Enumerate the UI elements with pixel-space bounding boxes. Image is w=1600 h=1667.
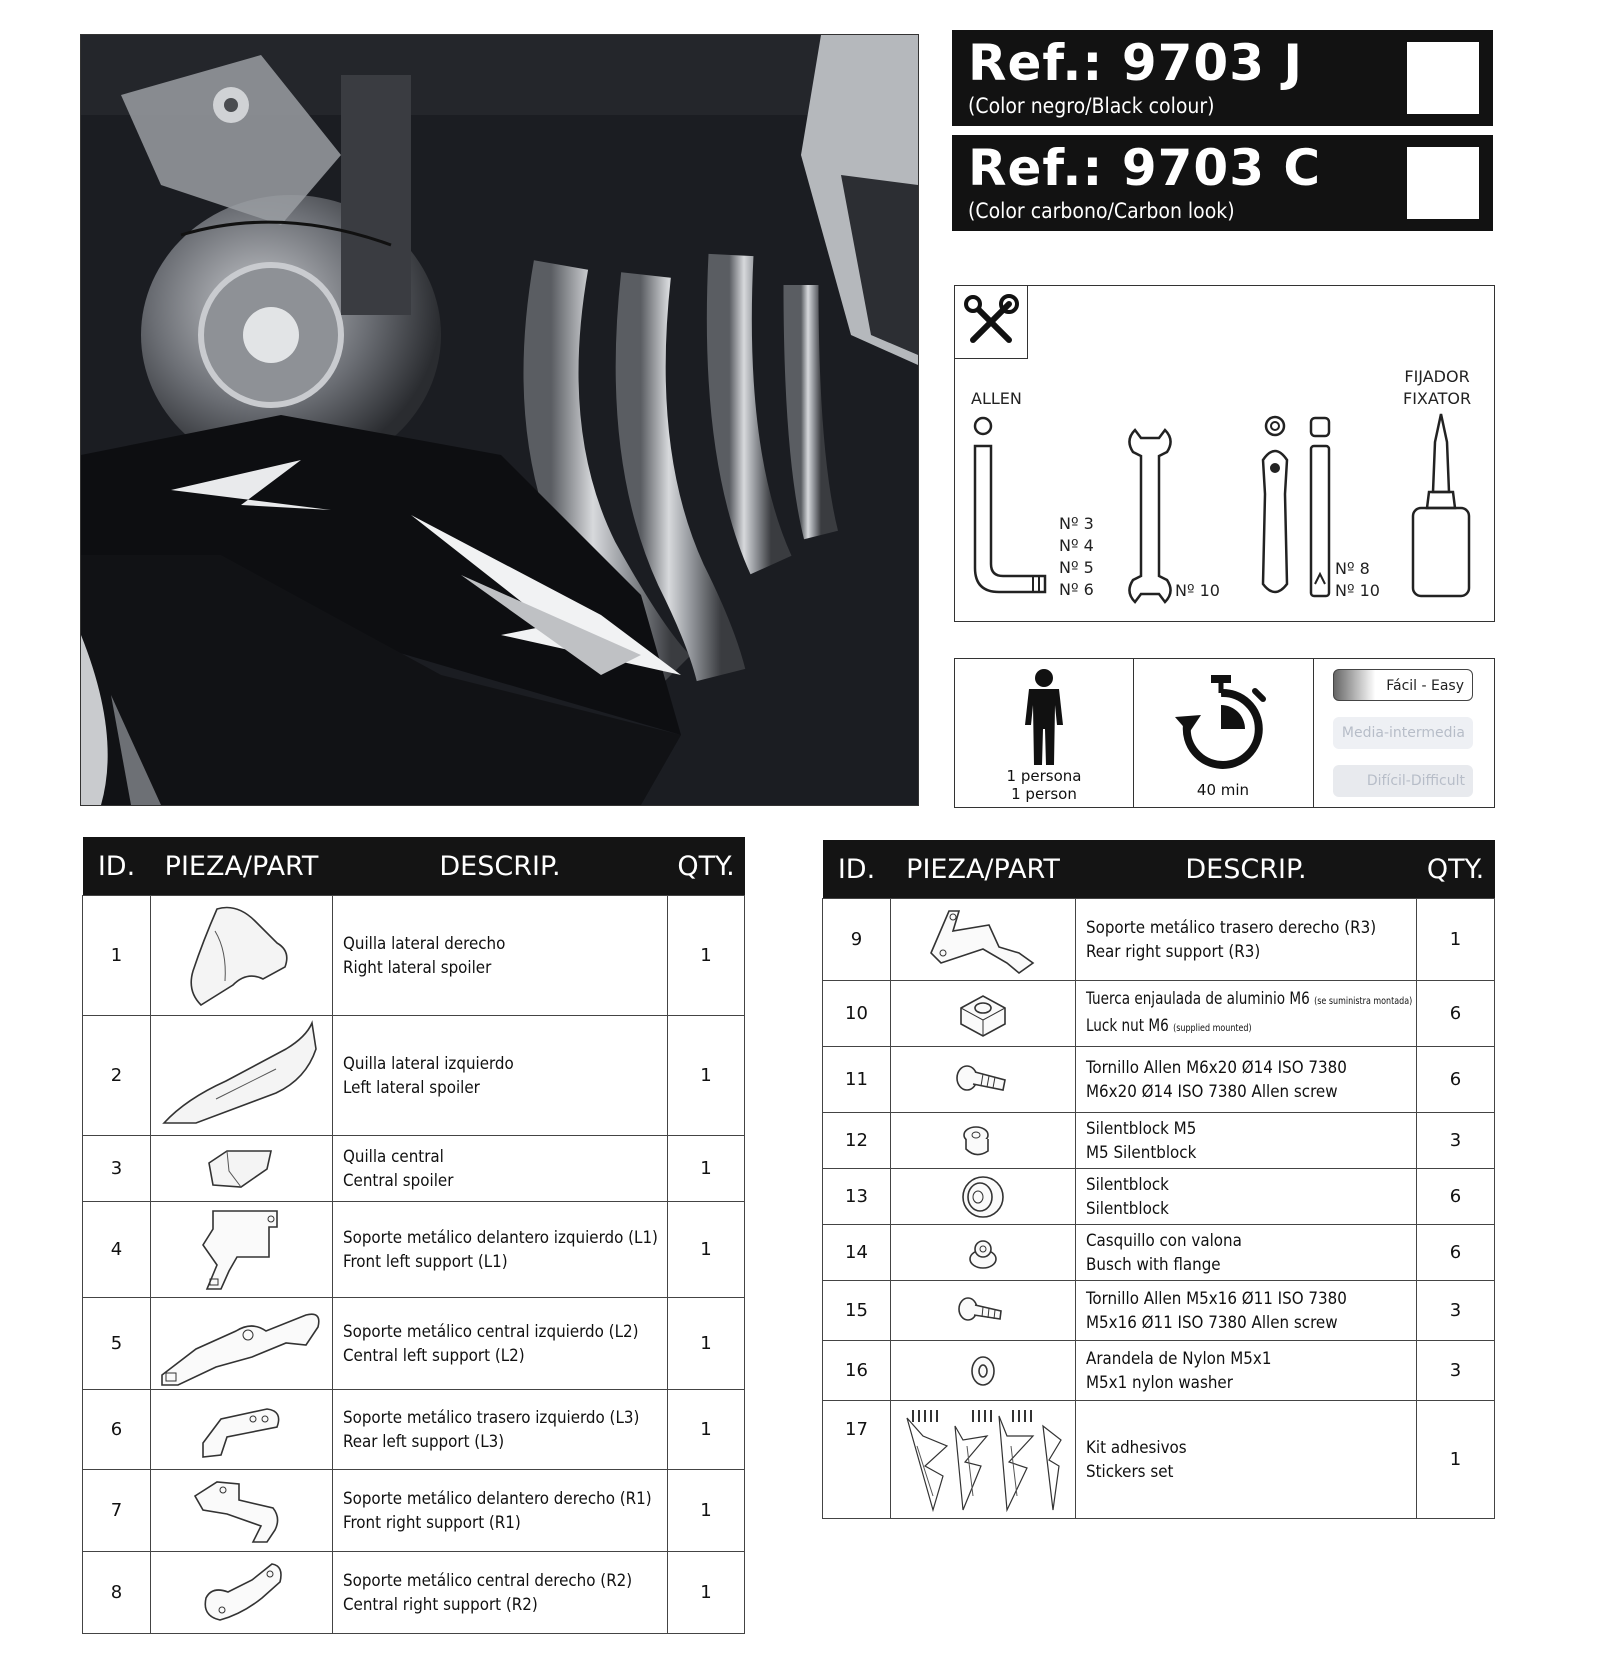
wrench-size: Nº 10 — [1175, 581, 1220, 600]
stickers-icon — [903, 1406, 1063, 1514]
col-header-part: PIEZA/PART — [891, 840, 1076, 899]
part-image — [891, 1169, 1076, 1225]
stopwatch-icon — [1171, 673, 1271, 773]
part-qty: 1 — [1417, 899, 1495, 981]
col-header-qty: QTY. — [668, 837, 745, 896]
persons-es: 1 persona — [1006, 767, 1082, 785]
bracket-r3-icon — [923, 903, 1043, 977]
part-description — [1076, 1047, 1417, 1113]
central-spoiler-icon — [197, 1141, 287, 1197]
time-cell — [1133, 659, 1314, 807]
ref-code: Ref.: 9703 J — [968, 34, 1303, 92]
ref-colour: (Color negro/Black colour) — [968, 94, 1215, 118]
part-image — [151, 1298, 333, 1390]
part-id: 2 — [83, 1016, 151, 1136]
part-id: 10 — [823, 981, 891, 1047]
part-description — [333, 1298, 668, 1390]
washer-icon — [963, 1351, 1003, 1391]
col-header-id: ID. — [83, 837, 151, 896]
desc-es: Quilla lateral derecho — [343, 933, 506, 954]
desc-en: Front right support (R1) — [343, 1512, 521, 1533]
part-description — [333, 1136, 668, 1202]
table-row — [823, 1113, 1495, 1169]
desc-en-note: (supplied mounted) — [1173, 1022, 1252, 1034]
fixator-label-en: FIXATOR — [1403, 389, 1472, 408]
part-id: 16 — [823, 1341, 891, 1401]
table-row — [83, 896, 745, 1016]
ref-checkbox[interactable] — [1407, 42, 1479, 114]
desc-en: M6x20 Ø14 ISO 7380 Allen screw — [1086, 1081, 1338, 1102]
part-id: 5 — [83, 1298, 151, 1390]
part-qty: 3 — [1417, 1281, 1495, 1341]
table-row — [823, 981, 1495, 1047]
part-image — [891, 1281, 1076, 1341]
part-image — [891, 1113, 1076, 1169]
desc-es: Casquillo con valona — [1086, 1230, 1242, 1251]
desc-es: Arandela de Nylon M5x1 — [1086, 1348, 1272, 1369]
table-row — [823, 899, 1495, 981]
table-row — [823, 1281, 1495, 1341]
allen-label: ALLEN — [971, 389, 1022, 408]
desc-es: Soporte metálico trasero izquierdo (L3) — [343, 1407, 640, 1428]
table-row — [823, 1225, 1495, 1281]
part-image — [891, 1341, 1076, 1401]
part-qty: 1 — [1417, 1401, 1495, 1519]
persons-label — [955, 767, 1133, 803]
table-header-row — [83, 837, 745, 896]
part-qty: 3 — [1417, 1341, 1495, 1401]
part-description — [333, 896, 668, 1016]
persons-cell — [955, 659, 1134, 807]
bracket-l1-icon — [177, 1205, 307, 1295]
desc-es: Soporte metálico central derecho (R2) — [343, 1570, 633, 1591]
part-id: 14 — [823, 1225, 891, 1281]
col-header-qty: QTY. — [1417, 840, 1495, 899]
part-id: 12 — [823, 1113, 891, 1169]
col-header-part: PIEZA/PART — [151, 837, 333, 896]
part-image — [151, 1390, 333, 1470]
part-id: 13 — [823, 1169, 891, 1225]
part-image — [151, 1136, 333, 1202]
part-image — [151, 1470, 333, 1552]
part-description — [1076, 1401, 1417, 1519]
part-description — [333, 1552, 668, 1634]
desc-en: Left lateral spoiler — [343, 1077, 480, 1098]
persons-en: 1 person — [1011, 785, 1077, 803]
socket-sizes — [1335, 558, 1380, 602]
ref-box-black — [952, 30, 1493, 126]
product-photo — [80, 34, 919, 806]
allen-key-icon — [969, 414, 1059, 604]
allen-sizes — [1059, 513, 1094, 601]
allen-size: Nº 5 — [1059, 558, 1094, 577]
desc-en: Rear right support (R3) — [1086, 941, 1261, 962]
part-image — [891, 981, 1076, 1047]
table-row — [83, 1470, 745, 1552]
part-qty: 1 — [668, 1390, 745, 1470]
bracket-l2-icon — [156, 1301, 328, 1387]
table-row — [823, 1341, 1495, 1401]
tools-header-box — [955, 286, 1028, 359]
part-qty: 1 — [668, 1470, 745, 1552]
screw-icon — [953, 1060, 1013, 1100]
part-image — [891, 1047, 1076, 1113]
part-image — [891, 1401, 1076, 1519]
part-qty: 1 — [668, 1202, 745, 1298]
cage-nut-icon — [953, 986, 1013, 1042]
desc-en: M5 Silentblock — [1086, 1142, 1197, 1163]
desc-es: Quilla central — [343, 1146, 444, 1167]
desc-es: Tornillo Allen M6x20 Ø14 ISO 7380 — [1086, 1057, 1347, 1078]
part-description — [1076, 1341, 1417, 1401]
left-spoiler-icon — [156, 1019, 328, 1133]
table-row — [823, 1047, 1495, 1113]
fixator-label — [1403, 366, 1471, 410]
desc-en: Central left support (L2) — [343, 1345, 525, 1366]
bracket-r1-icon — [177, 1474, 307, 1548]
allen-size: Nº 6 — [1059, 580, 1094, 599]
part-qty: 1 — [668, 1298, 745, 1390]
table-row — [83, 1552, 745, 1634]
right-spoiler-icon — [167, 901, 317, 1011]
part-id: 7 — [83, 1470, 151, 1552]
desc-en: Busch with flange — [1086, 1254, 1221, 1275]
part-qty: 1 — [668, 896, 745, 1016]
part-id: 4 — [83, 1202, 151, 1298]
col-header-id: ID. — [823, 840, 891, 899]
difficulty-hard: Difícil-Difficult — [1333, 765, 1473, 797]
desc-es: Soporte metálico central izquierdo (L2) — [343, 1321, 639, 1342]
part-qty: 6 — [1417, 1225, 1495, 1281]
part-id: 6 — [83, 1390, 151, 1470]
silentblock-m5-icon — [958, 1121, 1008, 1161]
part-id: 3 — [83, 1136, 151, 1202]
tools-icon — [955, 286, 1027, 358]
part-qty: 3 — [1417, 1113, 1495, 1169]
parts-table-left — [82, 837, 745, 1634]
table-row — [83, 1016, 745, 1136]
desc-es-main: Tuerca enjaulada de aluminio M6 — [1086, 988, 1310, 1009]
desc-en: Stickers set — [1086, 1461, 1174, 1482]
desc-es: Soporte metálico delantero derecho (R1) — [343, 1488, 652, 1509]
part-image — [151, 1552, 333, 1634]
part-image — [891, 899, 1076, 981]
part-image — [151, 1202, 333, 1298]
desc-es: Silentblock — [1086, 1174, 1169, 1195]
desc-es: Tornillo Allen M5x16 Ø11 ISO 7380 — [1086, 1288, 1347, 1309]
part-description — [1076, 899, 1417, 981]
parts-table-right — [822, 840, 1495, 1519]
motorcycle-belly-pan-image — [81, 35, 918, 805]
part-qty: 1 — [668, 1552, 745, 1634]
part-description — [1076, 1169, 1417, 1225]
part-description — [1076, 1225, 1417, 1281]
tools-panel — [954, 285, 1495, 622]
part-id: 17 — [823, 1401, 891, 1519]
table-row — [823, 1401, 1495, 1519]
part-id: 1 — [83, 896, 151, 1016]
part-image — [151, 1016, 333, 1136]
socket-size: Nº 8 — [1335, 559, 1370, 578]
desc-es: Soporte metálico trasero derecho (R3) — [1086, 917, 1377, 938]
desc-en: M5x16 Ø11 ISO 7380 Allen screw — [1086, 1312, 1338, 1333]
desc-en — [1086, 1014, 1379, 1041]
allen-size: Nº 4 — [1059, 536, 1094, 555]
part-id: 15 — [823, 1281, 891, 1341]
col-header-desc: DESCRIP. — [333, 837, 668, 896]
wrench-icon — [1125, 426, 1175, 606]
table-row — [83, 1202, 745, 1298]
ref-code: Ref.: 9703 C — [968, 139, 1322, 197]
part-description — [333, 1470, 668, 1552]
table-row — [83, 1390, 745, 1470]
part-qty: 1 — [668, 1016, 745, 1136]
part-description — [333, 1016, 668, 1136]
part-id: 9 — [823, 899, 891, 981]
desc-en: M5x1 nylon washer — [1086, 1372, 1233, 1393]
desc-es: Silentblock M5 — [1086, 1118, 1197, 1139]
part-description — [333, 1202, 668, 1298]
desc-en: Rear left support (L3) — [343, 1431, 505, 1452]
table-row — [83, 1136, 745, 1202]
flange-bush-icon — [963, 1233, 1003, 1273]
part-id: 11 — [823, 1047, 891, 1113]
allen-size: Nº 3 — [1059, 514, 1094, 533]
table-header-row — [823, 840, 1495, 899]
difficulty-medium: Media-intermedia — [1333, 717, 1473, 749]
desc-es: Soporte metálico delantero izquierdo (L1) — [343, 1227, 658, 1248]
desc-en: Central right support (R2) — [343, 1594, 538, 1615]
install-info-panel — [954, 658, 1495, 808]
part-id: 8 — [83, 1552, 151, 1634]
screw-small-icon — [955, 1293, 1011, 1329]
part-qty: 6 — [1417, 1047, 1495, 1113]
bracket-l3-icon — [187, 1397, 297, 1463]
desc-es: Quilla lateral izquierdo — [343, 1053, 514, 1074]
part-description — [1076, 981, 1417, 1047]
table-row — [823, 1169, 1495, 1225]
desc-en-main: Luck nut M6 — [1086, 1015, 1169, 1036]
ref-box-carbon — [952, 135, 1493, 231]
desc-en: Front left support (L1) — [343, 1251, 508, 1272]
difficulty-easy: Fácil - Easy — [1333, 669, 1473, 701]
silentblock-icon — [958, 1172, 1008, 1222]
fixator-label-es: FIJADOR — [1404, 367, 1470, 386]
desc-en: Right lateral spoiler — [343, 957, 492, 978]
desc-es: Kit adhesivos — [1086, 1437, 1187, 1458]
ref-colour: (Color carbono/Carbon look) — [968, 199, 1235, 223]
socket-size: Nº 10 — [1335, 581, 1380, 600]
part-description — [333, 1390, 668, 1470]
part-qty: 1 — [668, 1136, 745, 1202]
threadlocker-bottle-icon — [1401, 412, 1481, 602]
part-qty: 6 — [1417, 981, 1495, 1047]
time-label: 40 min — [1196, 781, 1250, 799]
table-row — [83, 1298, 745, 1390]
desc-es — [1086, 987, 1413, 1014]
bracket-r2-icon — [192, 1558, 292, 1628]
ref-checkbox[interactable] — [1407, 147, 1479, 219]
part-image — [891, 1225, 1076, 1281]
part-description — [1076, 1113, 1417, 1169]
desc-en: Silentblock — [1086, 1198, 1169, 1219]
person-icon — [1023, 669, 1065, 765]
part-description — [1076, 1281, 1417, 1341]
part-qty: 6 — [1417, 1169, 1495, 1225]
part-image — [151, 896, 333, 1016]
col-header-desc: DESCRIP. — [1076, 840, 1417, 899]
desc-es-note: (se suministra montada) — [1314, 995, 1413, 1007]
desc-en: Central spoiler — [343, 1170, 454, 1191]
